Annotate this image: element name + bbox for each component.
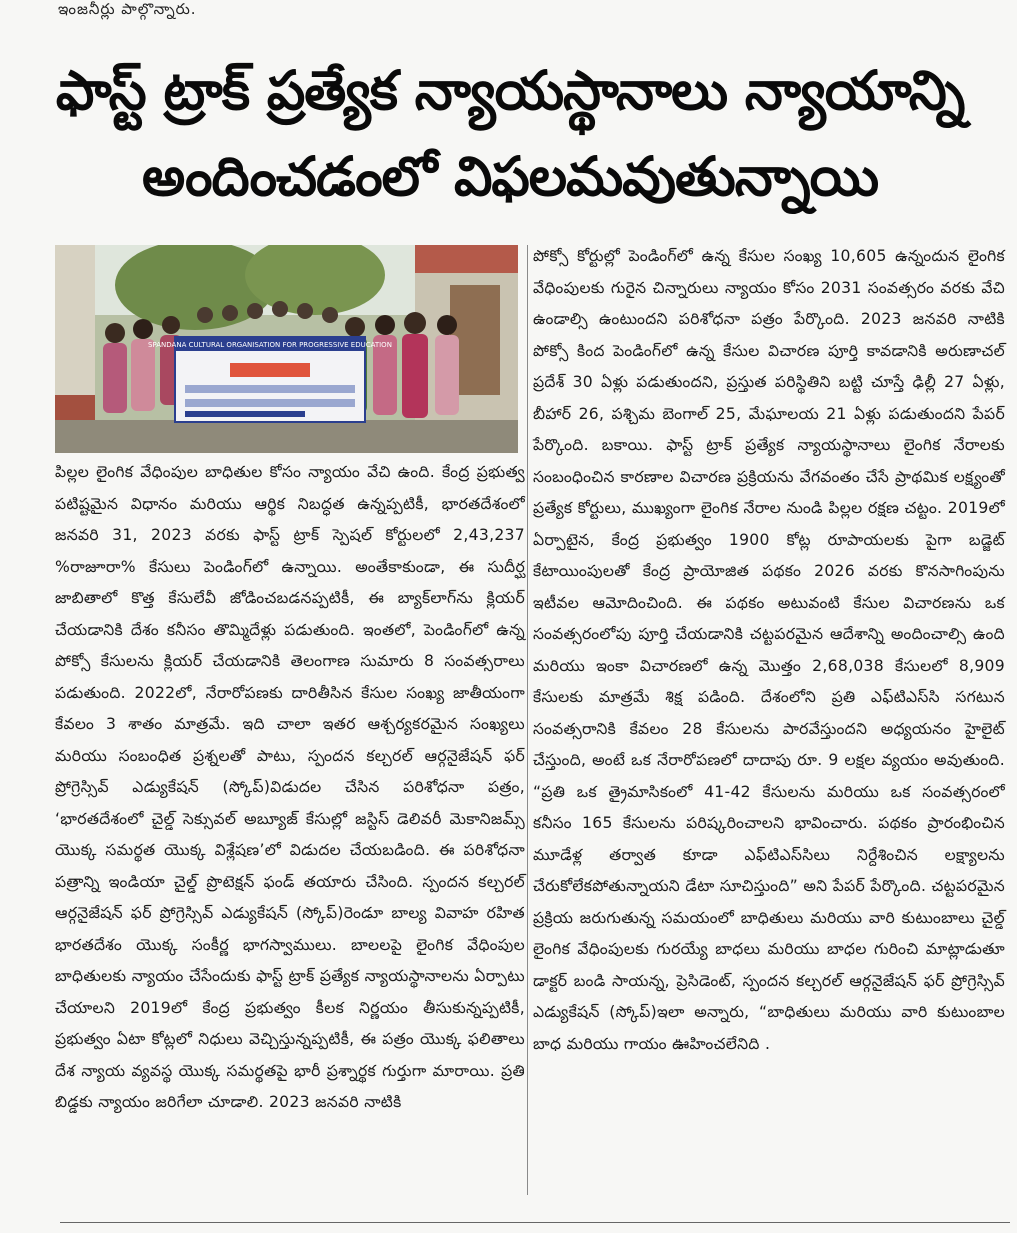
previous-article-tail: ఇంజనీర్లు పాల్గొన్నారు. [58,0,197,18]
column-divider [527,245,528,1195]
article-body-right: పోక్సో కోర్టుల్లో పెండింగ్‌లో ఉన్న కేసుల సంఖ్య 10,605 ఉన్నందున లైంగిక వేధింపులకు గురైన చిన్నారులు న్యాయం కోసం 2031 సంవత్సరం వరకు వేచి ఉండాల్సి ఉంటుందని పరిశోధనా పత్రం పేర్కొంది. 2023 జనవరి నాటికి పోక్సో కింద పెండింగ్‌లో ఉన్న కేసుల విచారణ పూర్తి కావడానికి అరుణాచల్ ప్రదేశ్ 30 ఏళ్లు పడుతుందని, ప్రస్తుత పరిస్థితిని బట్టి చూస్తే ఢిల్లీ 27 ఏళ్లు, బీహార్ 26, పశ్చిమ బెంగాల్ 25, మేఘాలయ 21 ఏళ్లు పడుతుందని పేపర్ పేర్కొంది. బకాయి. ఫాస్ట్ ట్రాక్ ప్రత్యేక న్యాయస్థానాలు లైంగిక నేరాలకు సంబంధించిన కారణాల విచారణ ప్రక్రియను వేగవంతం చేసే ప్రాథమిక లక్ష్యంతో ప్రత్యేక కోర్టులు, ముఖ్యంగా లైంగిక నేరాల నుండి పిల్లల రక్షణ చట్టం. 2019లో ఏర్పాటైన, కేంద్ర ప్రభుత్వం 1900 కోట్ల రూపాయలకు పైగా బడ్జెట్ కేటాయింపులతో కేంద్ర ప్రాయోజిత పథకం 2026 వరకు కొనసాగింపును ఇటీవల ఆమోదించింది. ఈ పథకం అటువంటి కేసుల విచారణను ఒక సంవత్సరంలోపు పూర్తి చేయడానికి చట్టపరమైన ఆదేశాన్ని అందించాల్సి ఉంది మరియు ఇంకా విచారణలో ఉన్న మొత్తం 2,68,038 కేసులలో 8,909 కేసులకు మాత్రమే శిక్ష పడింది. దేశంలోని ప్రతి ఎఫ్‌టిఎస్‌సి సగటున సంవత్సరానికి కేవలం 28 కేసులను పారవేస్తుందని అధ్యయనం హైలైట్ చేస్తుంది, అంటే ఒక నేరారోపణలో దాదాపు రూ. 9 లక్షల వ్యయం అవుతుంది. “ప్రతి ఒక త్రైమాసికంలో 41-42 కేసులను మరియు ఒక సంవత్సరంలో కనీసం 165 కేసులను పరిష్కరించాలని భావించారు. పథకం ప్రారంభించిన మూడేళ్ల తర్వాత కూడా ఎఫ్‌టిఎస్‌సిలు నిర్దేశించిన లక్ష్యాలను చేరుకోలేకపోతున్నాయని డేటా సూచిస్తుంది” అని పేపర్ పేర్కొంది. చట్టపరమైన ప్రక్రియ జరుగుతున్న సమయంలో బాధితులు మరియు వారి కుటుంబాలు చైల్డ్ లైంగిక వేధింపులకు గురయ్యే బాధలు మరియు బాధల గురించి మాట్లాడుతూ డాక్టర్ బండి సాయన్న, ప్రెసిడెంట్, స్పందన కల్చరల్ ఆర్గనైజేషన్ ఫర్ ప్రోగ్రెస్సివ్ ఎడ్యుకేషన్ (స్కోప్)ఇలా అన్నారు, “బాధితులు మరియు వారి కుటుంబాల బాధ మరియు గాయం ఊహించలేనిది . [533,247,1005,1053]
rally-banner [175,337,365,422]
headline-line-2: అందించడంలో విఫలమవుతున్నాయి [141,145,879,208]
headline [40,48,980,220]
banner-caption: SPANDANA CULTURAL ORGANISATION FOR PROGRESSIVE EDUCATION [148,341,392,349]
bottom-rule [60,1222,1010,1223]
news-photo [55,245,518,453]
article-column-right [533,241,1005,1060]
article-column-left [55,457,525,1119]
article-body-left: పిల్లల లైంగిక వేధింపుల బాధితుల కోసం న్యాయం వేచి ఉంది. కేంద్ర ప్రభుత్వ పటిష్టమైన విధానం మరియు ఆర్థిక నిబద్ధత ఉన్నప్పటికీ, భారతదేశంలో జనవరి 31, 2023 వరకు ఫాస్ట్ ట్రాక్ స్పెషల్ కోర్టులలో 2,43,237 %రాజూరా% కేసులు పెండింగ్‌లో ఉన్నాయి. అంతేకాకుండా, ఈ సుదీర్ఘ జాబితాలో కొత్త కేసులేవీ జోడించబడనప్పటికీ, ఈ బ్యాక్‌లాగ్‌ను క్లియర్ చేయడానికి దేశం కనీసం తొమ్మిదేళ్లు పడుతుంది. ఇంతలో, పెండింగ్‌లో ఉన్న పోక్సో కేసులను క్లియర్ చేయడానికి తెలంగాణ సుమారు 8 సంవత్సరాలు పడుతుంది. 2022లో, నేరారోపణకు దారితీసిన కేసుల సంఖ్య జాతీయంగా కేవలం 3 శాతం మాత్రమే. ఇది చాలా ఇతర ఆశ్చర్యకరమైన సంఖ్యలు మరియు సంబంధిత ప్రశ్నలతో పాటు, స్పందన కల్చరల్ ఆర్గనైజేషన్ ఫర్ ప్రోగ్రెస్సివ్ ఎడ్యుకేషన్ (స్కోప్)విడుదల చేసిన పరిశోధనా పత్రం, ‘భారతదేశంలో చైల్డ్ సెక్సువల్ అబ్యూజ్ కేసుల్లో జస్టిస్ డెలివరీ మెకానిజమ్స్ యొక్క సమర్థత యొక్క విశ్లేషణ’లో విడుదల చేయబడింది. ఈ పరిశోధనా పత్రాన్ని ఇండియా చైల్డ్ ప్రొటెక్షన్ ఫండ్ తయారు చేసింది. స్పందన కల్చరల్ ఆర్గనైజేషన్ ఫర్ ప్రోగ్రెస్సివ్ ఎడ్యుకేషన్ (స్కోప్)రెండూ బాల్య వివాహ రహిత భారతదేశం యొక్క సంకీర్ణ భాగస్వాములు. బాలలపై లైంగిక వేధింపుల బాధితులకు న్యాయం చేసేందుకు ఫాస్ట్ ట్రాక్ ప్రత్యేక న్యాయస్థానాలను ఏర్పాటు చేయాలని 2019లో కేంద్ర ప్రభుత్వం కీలక నిర్ణయం తీసుకున్నప్పటికీ, ప్రభుత్వం ఏటా కోట్లలో నిధులు వెచ్చిస్తున్నప్పటికీ, ఈ పత్రం యొక్క ఫలితాలు దేశ న్యాయ వ్యవస్థ యొక్క సమర్థతపై భారీ ప్రశ్నార్థక గుర్తుగా మారాయి. ప్రతి బిడ్డకు న్యాయం జరిగేలా చూడాలి. 2023 జనవరి నాటికి [55,463,525,1111]
headline-line-1: ఫాస్ట్ ట్రాక్ ప్రత్యేక న్యాయస్థానాలు న్యాయాన్ని [55,59,965,122]
rally-photo-illustration [55,245,518,453]
